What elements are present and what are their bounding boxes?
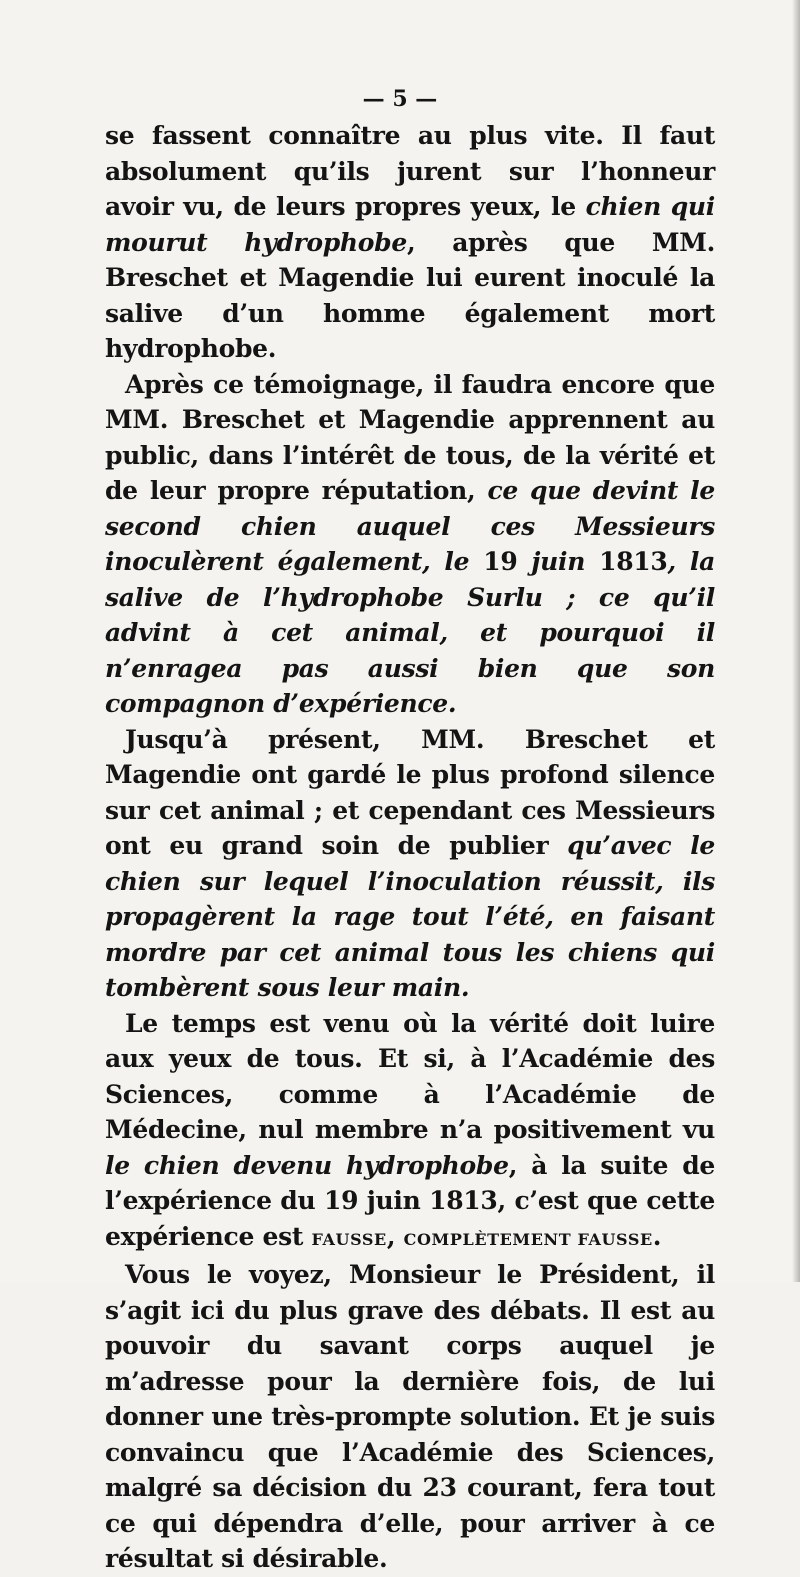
p4-text-3: ,: [386, 1221, 404, 1251]
paragraph-3: [105, 722, 715, 1006]
p4-italic-1: le chien devenu hydrophobe: [105, 1150, 509, 1180]
paragraph-4: [105, 1006, 715, 1258]
paragraph-1: [105, 118, 715, 367]
p4-text-1: Le temps est venu où la vérité doit luire aux yeux de tous. Et si, à l’Académie des Sciences, comme à l’Académie de Médecine, nul membre n’a positivement vu: [105, 1008, 715, 1144]
paragraph-2: [105, 367, 715, 722]
p3-italic-1: qu’avec le chien sur lequel l’inoculation réussit, ils propagèrent la rage tout l’été, en faisant mordre par cet animal tous les chiens qui tombèrent sous leur main.: [105, 831, 716, 1002]
p2-date-day: 19: [483, 547, 518, 576]
paragraph-5: [105, 1257, 715, 1577]
body-text: [105, 118, 715, 1577]
p5-text-1: Vous le voyez, Monsieur le Président, il s’agit ici du plus grave des débats. Il est au pouvoir du savant corps auquel je m’adresse pour la dernière fois, de lui donner une très-prompte solution. Et je suis convaincu que l’Académie des Sciences, malgré sa décision du 23 courant, fera tout ce qui dépendra d’elle, pour arriver à ce résultat si désirable.: [105, 1260, 715, 1573]
p2-italic-2: , la salive de l’hydrophobe Surlu ; ce qu’il advint à cet animal, et pourquoi il n’enragea pas aussi bien que son compagnon d’expérience.: [105, 547, 715, 718]
p1-italic-1: chien qui mourut hydrophobe: [105, 192, 716, 257]
p2-date-year: 1813: [599, 547, 668, 576]
p4-smallcaps-1: FAUSSE: [311, 1229, 387, 1249]
p3-text-1: Jusqu’à présent, MM. Breschet et Magendie ont gardé le plus profond silence sur cet animal ; et cependant ces Messieurs ont eu grand soin de publier: [105, 724, 715, 860]
p1-text-1: se fassent connaître au plus vite. Il faut absolument qu’ils jurent sur l’honneur avoir vu, de leurs propres yeux, le: [105, 121, 715, 221]
page-number: — 5 —: [362, 86, 438, 112]
p1-text-2: , après que MM. Breschet et Magendie lui eurent inoculé la salive d’un homme également mort hydrophobe.: [105, 227, 715, 363]
p2-italic-1: ce que devint le second chien auquel ces Messieurs inoculèrent également, le: [105, 476, 715, 576]
p4-smallcaps-2: COMPLÈTEMENT FAUSSE: [403, 1229, 653, 1249]
p4-text-2: , à la suite de l’expérience du 19 juin 1813, c’est que cette expérience est: [105, 1150, 715, 1251]
p4-text-4: .: [652, 1221, 662, 1251]
page-edge-shadow: [792, 0, 800, 1282]
p2-text-1: Après ce témoignage, il faudra encore que MM. Breschet et Magendie apprennent au public, dans l’intérêt de tous, de la vérité et de leur propre réputation,: [105, 369, 715, 505]
p2-date-month: juin: [517, 547, 600, 576]
